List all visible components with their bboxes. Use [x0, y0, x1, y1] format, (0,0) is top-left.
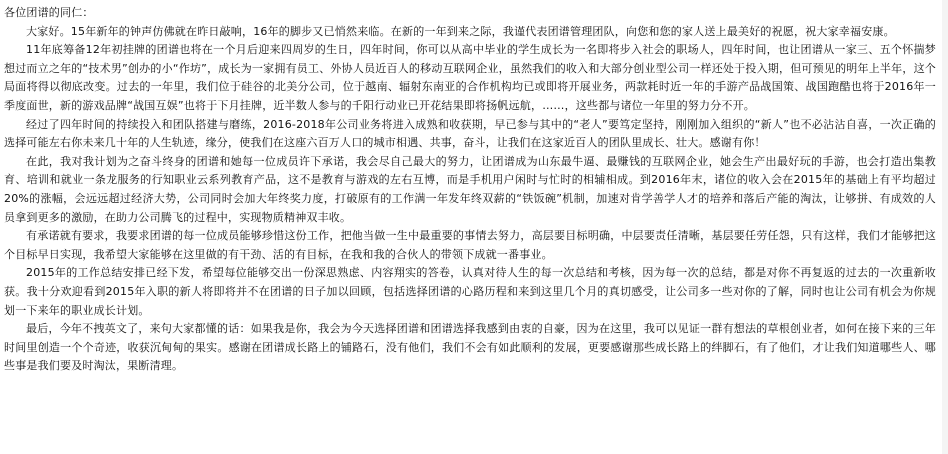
letter-paragraph: 最后，今年不拽英文了，来句大家都懂的话：如果我是你，我会为今天选择团谱和团谱选择我感到由衷的自豪，因为在这里，我可以见证一群有想法的草根创业者，如何在接下来的三年时间里创造一个个奇迹，收获沉甸甸的果实。感谢在团谱成长路上的铺路石，没有他们，我们不会有如此顺利的发展，更要感谢那些成长路上的绊脚石，有了他们，才让我们知道哪些人、哪些事是我们要及时淘汰，果断清理。: [4, 322, 936, 373]
letter-greeting: 各位团谱的同仁：: [4, 6, 94, 19]
vertical-scrollbar[interactable]: [942, 0, 948, 454]
letter-paragraph: 11年底筹备12年初挂牌的团谱也将在一个月后迎来四周岁的生日，四年时间，你可以从高中毕业的学生成长为一名即将步入社会的职场人，四年时间，也让团谱从一家三、五个怀揣梦想过而立之年的“技术男”创办的小“作坊”，成长为一家拥有员工、外协人员近百人的移动互联网企业，虽然我们的收入和大部分创业型公司一样还处于投入期，但可预见的明年上半年，这个局面将得以彻底改变。过去的一年里，我们位于硅谷的北美分公司，位于越南、辐射东南亚的合作机构均已或即将开展业务，两款耗时近一年的手游产品战国策、战国跑酷也将于2016年一季度面世，新的游戏品牌“战国互娱”也将于下月挂牌，近半数人参与的千阳行动业已开花结果即将扬帆远航，……，这些都与诸位一年里的努力分不开。: [4, 43, 936, 112]
letter-paragraph: 在此，我对我计划为之奋斗终身的团谱和她每一位成员许下承诺，我会尽自己最大的努力，让团谱成为山东最牛逼、最赚钱的互联网企业，她会生产出最好玩的手游，也会打造出集教育、培训和就业一条龙服务的行知职业云系列教育产品，这不是教育与游戏的左右互博，而是手机用户闲时与忙时的相辅相成。到2016年末，诸位的收入会在2015年的基础上有平均超过20%的涨幅，会远远超过经济大势，公司同时会加大年终奖力度，打破原有的工作满一年发年终双薪的“铁饭碗”机制，加速对肯学善学人才的培养和落后产能的淘汰，让够拼、有成效的人员拿到更多的激励，在助力公司腾飞的过程中，实现物质精神双丰收。: [4, 154, 936, 224]
letter-paragraph: 经过了四年时间的持续投入和团队搭建与磨练，2016-2018年公司业务将进入成熟和收获期，早已参与其中的“老人”要笃定坚持，刚刚加入组织的“新人”也不必沾沾自喜，一次正确的选择可能左右你未来几十年的人生轨迹，缘分，使我们在这座六百万人口的城市相遇、共事，奋斗，让我们在这家近百人的团队里成长、壮大。感谢有你！: [4, 117, 936, 150]
letter-paragraph: 有承诺就有要求，我要求团谱的每一位成员能够珍惜这份工作，把他当做一生中最重要的事情去努力，高层要目标明确，中层要责任清晰，基层要任劳任怨，只有这样，我们才能够把这个目标早日实现，我希望大家能够在这里做的有干劲、活的有目标，在我和我的合伙人的带领下成就一番事业。: [4, 229, 936, 261]
letter-paragraph: 大家好。15年新年的钟声仿佛就在昨日敲响，16年的脚步又已悄然来临。在新的一年到来之际，我谨代表团谱管理团队，向您和您的家人送上最美好的祝愿，祝大家幸福安康。: [26, 24, 895, 38]
letter-paragraph: 2015年的工作总结安排已经下发，希望每位能够交出一份深思熟虑、内容翔实的答卷，认真对待人生的每一次总结和考核，因为每一次的总结，都是对你不再复返的过去的一次重新收获。我十分欢迎看到2015年入职的新人将即将并不在团谱的日子加以回顾，包括选择团谱的心路历程和来到这里几个月的真切感受，让公司多一些对你的了解，同时也让公司有机会为你规划一下来年的职业成长计划。: [4, 266, 936, 317]
